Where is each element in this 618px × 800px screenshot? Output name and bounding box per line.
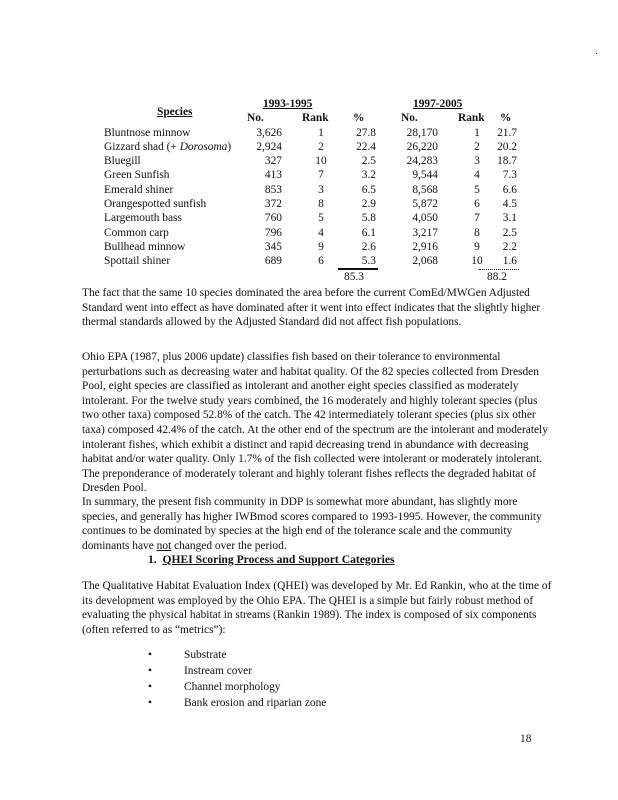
- bullet-icon: •: [148, 697, 152, 709]
- cell-n2: 3,217: [412, 226, 438, 239]
- cell-r2: 2: [474, 140, 480, 153]
- col-header-no-2: No.: [401, 112, 418, 125]
- section-title: QHEI Scoring Process and Support Categories: [162, 553, 395, 566]
- cell-p2: 7.3: [502, 169, 517, 182]
- cell-r2: 10: [471, 255, 483, 268]
- cell-n1: 689: [264, 255, 282, 268]
- metrics-list: [148, 647, 326, 711]
- cell-n1: 796: [264, 226, 282, 239]
- cell-p1: 6.1: [361, 226, 376, 239]
- cell-r1: 9: [318, 240, 324, 253]
- list-item: • Bank erosion and riparian zone: [148, 697, 327, 709]
- period-2-header: 1997-2005: [413, 98, 463, 110]
- cell-p1: 2.5: [361, 155, 376, 168]
- species-name: Orangespotted sunfish: [104, 198, 207, 211]
- cell-p1: 27.8: [356, 126, 376, 139]
- cell-n1: 372: [264, 198, 282, 211]
- cell-p2: 20.2: [497, 140, 517, 153]
- cell-n1: 760: [264, 212, 282, 225]
- emphasis-not: not: [156, 539, 172, 552]
- cell-p2: 18.7: [497, 155, 517, 168]
- species-table: [104, 97, 517, 283]
- species-column-header: Species: [157, 106, 193, 118]
- table-row: [104, 168, 517, 182]
- cell-n1: 2,924: [256, 140, 282, 153]
- cell-r2: 4: [474, 169, 480, 182]
- section-number: 1.: [148, 553, 157, 566]
- cell-p2: 21.7: [497, 126, 517, 139]
- cell-p1: 3.2: [361, 169, 376, 182]
- species-name: Green Sunfish: [104, 169, 170, 182]
- col-header-pct-1: %: [353, 112, 365, 125]
- cell-p1: 5.8: [361, 212, 376, 225]
- cell-n2: 2,916: [412, 240, 438, 253]
- cell-r2: 1: [474, 126, 480, 139]
- table-column-header: [104, 111, 514, 125]
- cell-n1: 853: [264, 183, 282, 196]
- species-name: Bluntnose minnow: [104, 126, 191, 139]
- cell-r1: 8: [318, 198, 324, 211]
- col-header-pct-2: %: [500, 112, 512, 125]
- species-name: Gizzard shad (+ Dorosoma): [104, 140, 232, 153]
- cell-n1: 327: [264, 155, 282, 168]
- bullet-icon: •: [148, 681, 152, 693]
- cell-n2: 2,068: [412, 255, 438, 268]
- table-row: [104, 211, 517, 225]
- cell-r1: 1: [318, 126, 324, 139]
- cell-r1: 3: [318, 183, 324, 196]
- table-row: [104, 254, 517, 268]
- paragraph-tolerance: Ohio EPA (1987, plus 2006 update) classifies fish based on their tolerance to environmental perturbations such as decreasing water and habitat quality. Of the 82 species collected from Dresden Pool, eight species are classified as intolerant and another eight species classified as moderately intolerant. For the twelve study years combined, the 16 moderately and highly tolerant species (plus two other taxa) composed 52.8% of the catch. The 42 intermediately tolerant species (plus six other taxa) composed 42.4% of the catch. At the other end of the spectrum are the intolerant and moderately intolerant fishes, which exhibit a distinct and rapid decreasing trend in abundance with decreasing habitat and/or water quality. Only 1.7% of the fish collected were intolerant or moderately intolerant. The preponderance of moderately tolerant and highly tolerant fishes reflects the degraded habitat of Dresden Pool.: [82, 351, 548, 495]
- cell-p1: 22.4: [356, 140, 376, 153]
- cell-n1: 413: [264, 169, 282, 182]
- page-number: 18: [520, 733, 532, 745]
- cell-r2: 3: [474, 155, 480, 168]
- cell-r1: 10: [315, 155, 327, 168]
- cell-n2: 5,872: [412, 198, 438, 211]
- cell-n1: 3,626: [256, 126, 282, 139]
- bullet-icon: •: [148, 649, 152, 661]
- cell-n2: 9,544: [412, 169, 438, 182]
- table-row: [104, 226, 517, 240]
- cell-r1: 2: [318, 140, 324, 153]
- table-row: [104, 240, 517, 254]
- table-totals-row: [104, 269, 514, 283]
- paragraph-same-species: The fact that the same 10 species dominated the area before the current ComEd/MWGen Adjusted Standard went into effect as have dominated after it went into effect indicates that the slightly higher thermal standards allowed by the Adjusted Standard did not affect fish populations.: [82, 287, 541, 329]
- cell-r2: 6: [474, 198, 480, 211]
- cell-r1: 4: [318, 226, 324, 239]
- table-row: [104, 197, 517, 211]
- cell-n2: 8,568: [412, 183, 438, 196]
- period-1-header: 1993-1995: [263, 98, 313, 110]
- species-name: Emerald shiner: [104, 183, 174, 196]
- species-name: Spottail shiner: [104, 255, 171, 268]
- cell-n1: 345: [264, 240, 282, 253]
- cell-r2: 7: [474, 212, 480, 225]
- table-row: [104, 154, 517, 168]
- table-row: [104, 183, 517, 197]
- cell-r2: 9: [474, 240, 480, 253]
- cell-r2: 5: [474, 183, 480, 196]
- cell-n2: 26,220: [406, 140, 438, 153]
- cell-r1: 7: [318, 169, 324, 182]
- cell-p2: 3.1: [502, 212, 517, 225]
- table-row: [104, 126, 517, 140]
- cell-n2: 28,170: [406, 126, 438, 139]
- species-name: Bluegill: [104, 155, 141, 168]
- scan-artifact: [596, 53, 597, 54]
- col-header-rank-1: Rank: [302, 112, 329, 125]
- col-header-rank-2: Rank: [458, 112, 485, 125]
- species-name: Largemouth bass: [104, 212, 182, 225]
- cell-p2: 4.5: [502, 198, 517, 211]
- cell-r2: 8: [474, 226, 480, 239]
- cell-p2: 2.5: [502, 226, 517, 239]
- table-row: [104, 140, 517, 154]
- cell-p2: 2.2: [502, 240, 517, 253]
- cell-p1: 6.5: [361, 183, 376, 196]
- cell-n2: 4,050: [412, 212, 438, 225]
- list-item: • Instream cover: [148, 665, 252, 677]
- paragraph-summary: In summary, the present fish community in DDP is somewhat more abundant, has slightly more species, and generally has higher IWBmod scores compared to 1993-1995. However, the community continues to be dominated by species at the high end of the tolerance scale and the community dominants have not changed over the period.: [82, 496, 542, 552]
- section-heading: [148, 553, 395, 566]
- list-item: • Channel morphology: [148, 681, 281, 693]
- cell-p1: 2.6: [361, 240, 376, 253]
- cell-p2: 1.6: [502, 255, 517, 268]
- list-item: • Substrate: [148, 649, 227, 661]
- total-pct-1: 85.3: [344, 270, 364, 283]
- cell-p1: 5.3: [361, 255, 376, 268]
- cell-r1: 6: [318, 255, 324, 268]
- cell-p2: 6.6: [502, 183, 517, 196]
- table-body: [104, 126, 517, 269]
- species-name: Bullhead minnow: [104, 240, 186, 253]
- paragraph-qhei: The Qualitative Habitat Evaluation Index (QHEI) was developed by Mr. Ed Rankin, who at the time of its development was employed by the Ohio EPA. The QHEI is a simple but fairly robust method of evaluating the physical habitat in streams (Rankin 1989). The index is composed of six components (often referred to as “metrics”):: [82, 580, 552, 636]
- cell-n2: 24,283: [406, 155, 438, 168]
- col-header-no-1: No.: [247, 112, 264, 125]
- total-pct-2: 88.2: [487, 270, 507, 283]
- bullet-icon: •: [148, 665, 152, 677]
- species-name: Common carp: [104, 226, 169, 239]
- cell-p1: 2.9: [361, 198, 376, 211]
- cell-r1: 5: [318, 212, 324, 225]
